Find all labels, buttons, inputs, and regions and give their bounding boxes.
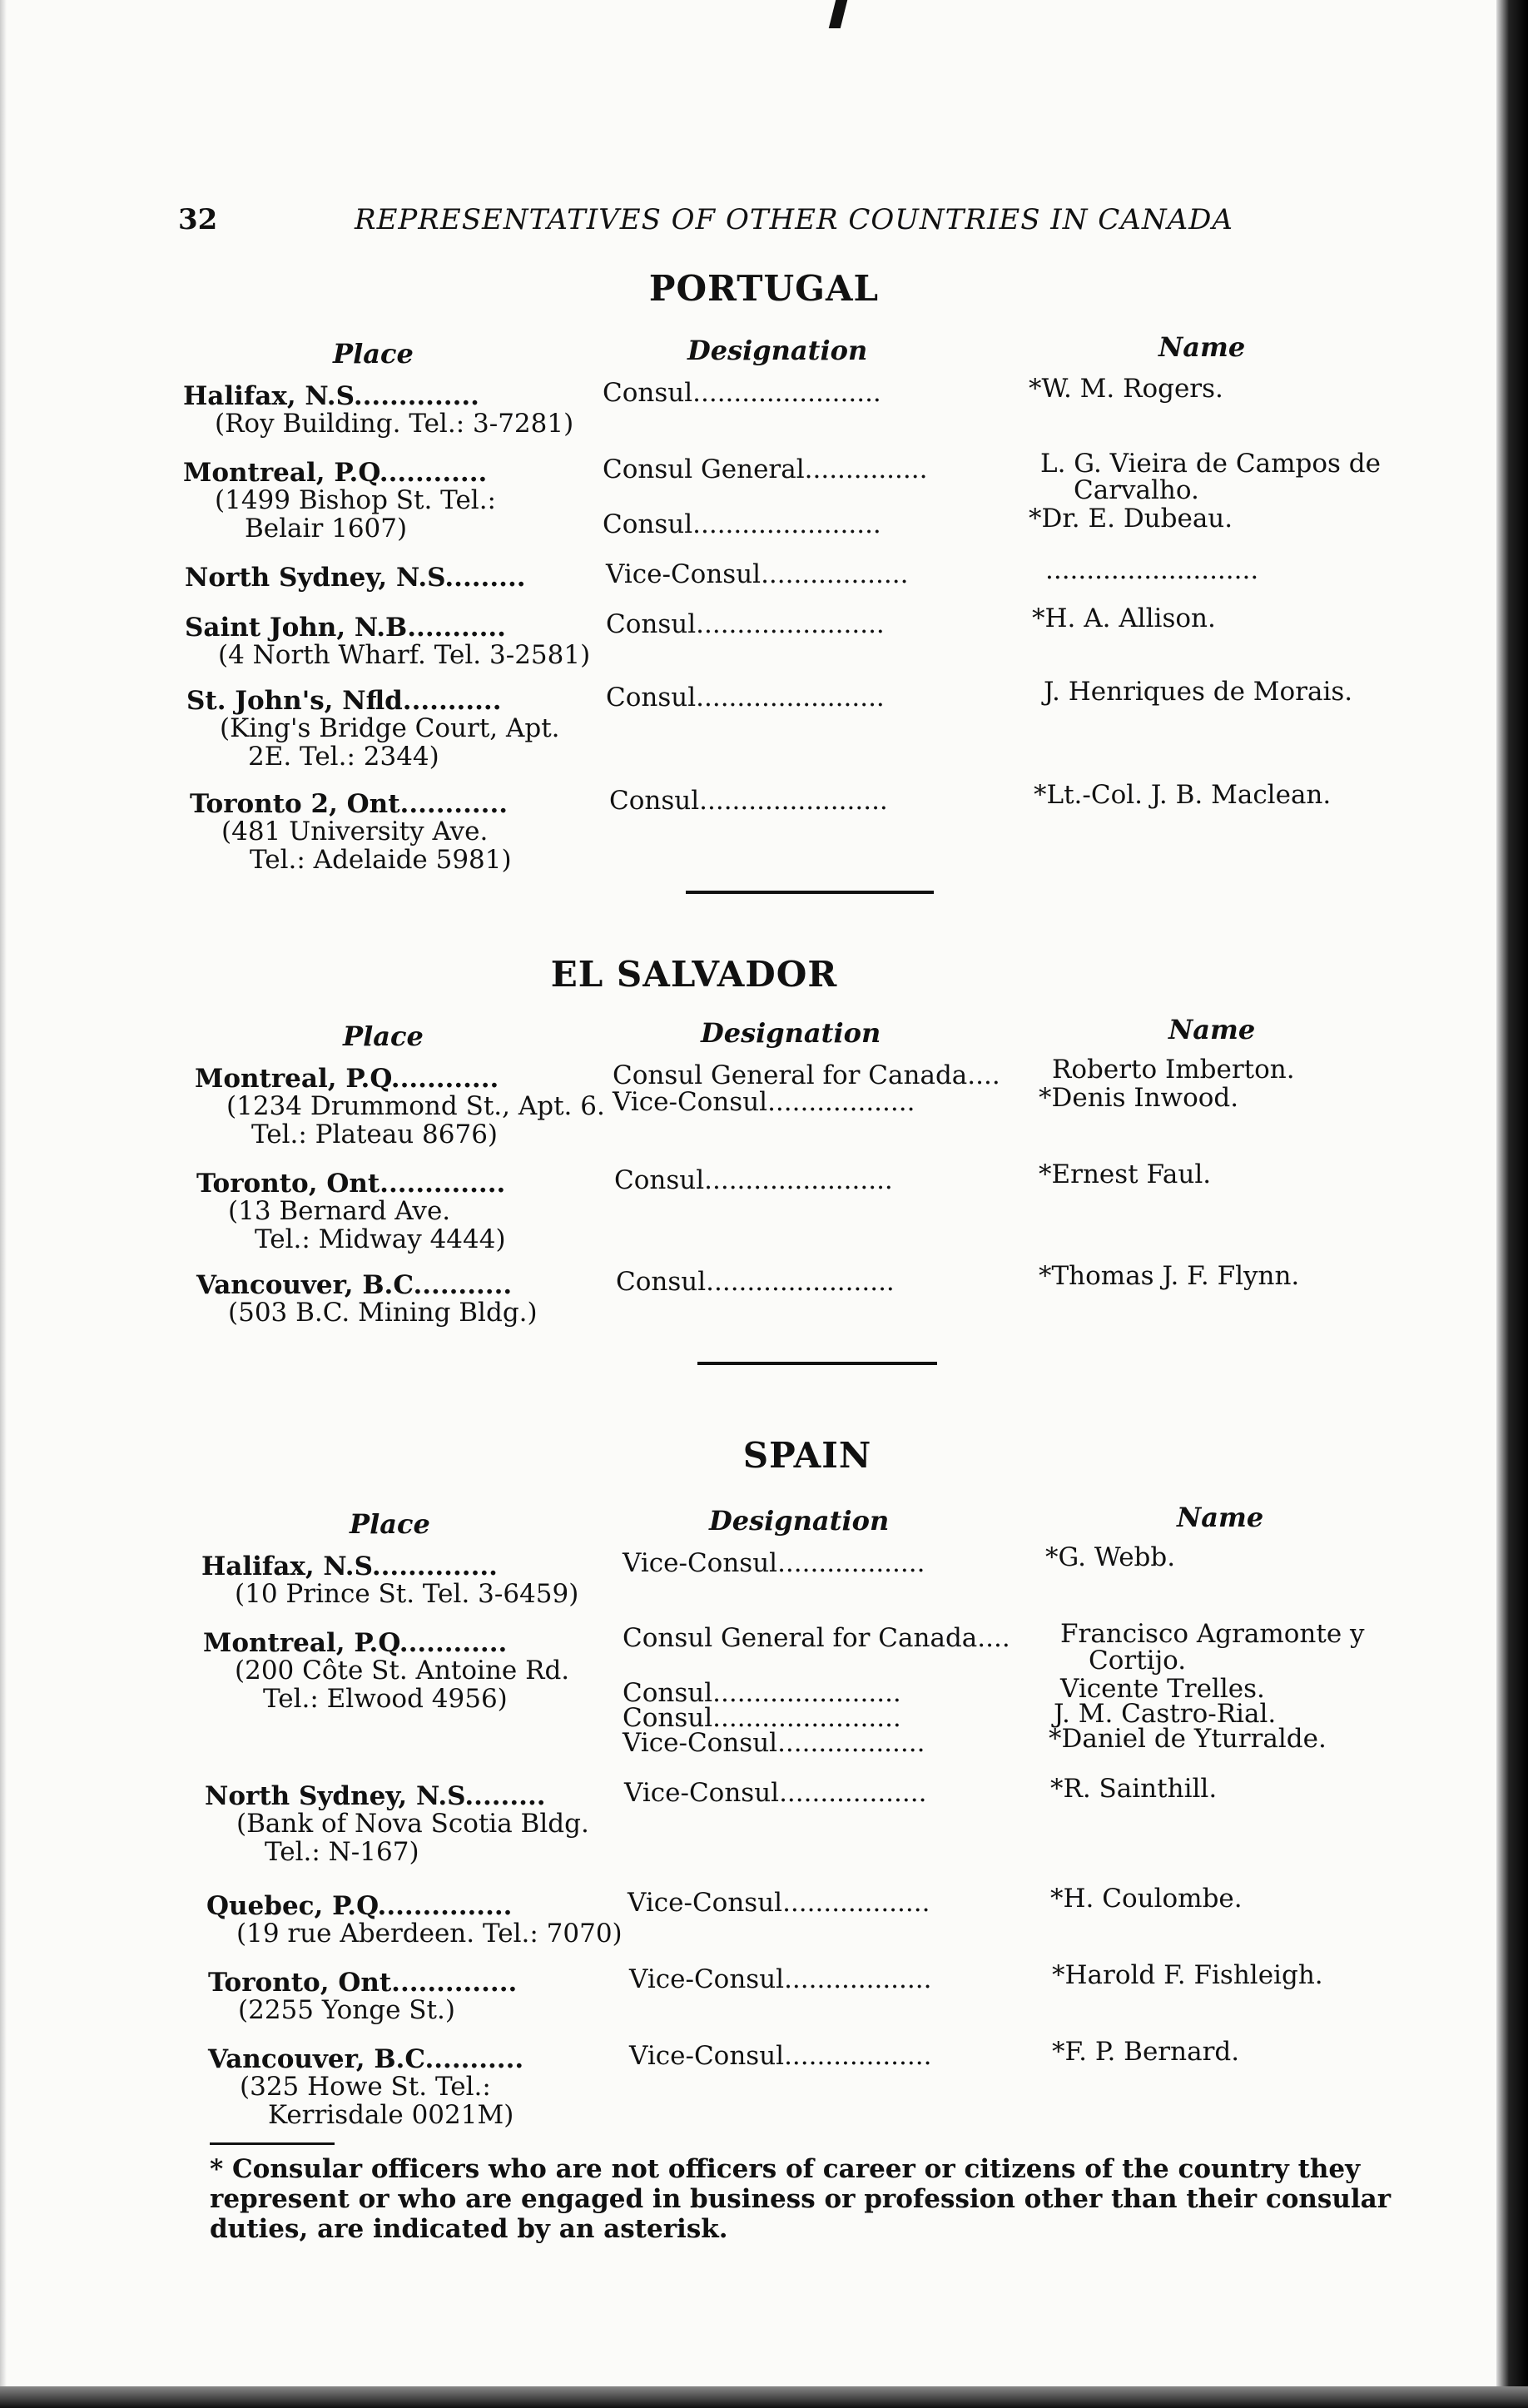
entry-address: (Roy Building. Tel.: 3-7281) — [215, 409, 574, 439]
scan-edge-bottom — [0, 2386, 1528, 2408]
entry-address: (481 University Ave. — [221, 817, 489, 847]
entry-place: Quebec, P.Q............... — [206, 1891, 513, 1921]
entry-place: Montreal, P.Q............ — [195, 1064, 499, 1094]
entry-designation: Vice-Consul.................. — [623, 1728, 925, 1758]
column-head-place: Place — [343, 1020, 424, 1052]
entry-name: Cortijo. — [1089, 1646, 1187, 1676]
page-number: 32 — [178, 203, 218, 236]
running-head — [0, 203, 1528, 253]
column-head-name: Name — [1158, 331, 1246, 363]
entry-name: *Lt.-Col. J. B. Maclean. — [1034, 780, 1332, 810]
entry-name: *F. P. Bernard. — [1052, 2037, 1240, 2067]
entry-designation: Consul....................... — [606, 683, 885, 712]
entry-designation: Consul....................... — [603, 378, 881, 408]
entry-name: L. G. Vieira de Campos de — [1040, 449, 1381, 479]
footnote: * Consular officers who are not officers of career or citizens of the country they represent or who are engaged in business or profession other than their consular duties, are indicated by an asterisk. — [210, 2154, 1392, 2244]
entry-designation: Vice-Consul.................. — [629, 2041, 932, 2071]
entry-place: Toronto, Ont.............. — [208, 1968, 518, 1998]
entry-place: Montreal, P.Q............ — [203, 1628, 508, 1658]
entry-address: (4 North Wharf. Tel. 3-2581) — [218, 640, 591, 670]
entry-address: (200 Côte St. Antoine Rd. — [235, 1656, 570, 1686]
entry-name: *H. Coulombe. — [1050, 1884, 1243, 1914]
column-head-designation: Designation — [709, 1505, 890, 1537]
entry-designation: Consul....................... — [603, 509, 881, 539]
entry-designation: Vice-Consul.................. — [606, 559, 909, 589]
section-divider — [697, 1362, 937, 1365]
entry-designation: Vice-Consul.................. — [624, 1778, 927, 1808]
entry-designation: Consul....................... — [614, 1165, 893, 1195]
entry-name: *W. M. Rogers. — [1029, 374, 1223, 404]
entry-designation: Vice-Consul.................. — [629, 1964, 932, 1994]
entry-address: Tel.: N-167) — [265, 1837, 419, 1867]
section-title-portugal: PORTUGAL — [648, 268, 880, 309]
entry-address: (19 rue Aberdeen. Tel.: 7070) — [236, 1919, 623, 1949]
entry-address: (King's Bridge Court, Apt. — [220, 713, 560, 743]
column-head-designation: Designation — [701, 1017, 881, 1049]
entry-address: (2255 Yonge St.) — [238, 1995, 455, 2025]
entry-name: Carvalho. — [1074, 475, 1199, 505]
entry-place: North Sydney, N.S......... — [205, 1781, 546, 1811]
entry-place: North Sydney, N.S......... — [185, 563, 526, 593]
entry-designation: Consul....................... — [609, 786, 888, 816]
entry-designation: Consul....................... — [623, 1703, 901, 1733]
column-head-name: Name — [1168, 1014, 1256, 1045]
entry-address: (1234 Drummond St., Apt. 6. — [226, 1091, 605, 1121]
column-head-place: Place — [333, 338, 414, 370]
entry-designation: Consul....................... — [606, 609, 885, 639]
entry-place: St. John's, Nfld........... — [186, 686, 502, 716]
entry-designation: Consul General for Canada.... — [623, 1623, 1010, 1653]
entry-address: (325 Howe St. Tel.: — [240, 2072, 491, 2102]
column-head-designation: Designation — [687, 335, 868, 366]
entry-address: (503 B.C. Mining Bldg.) — [228, 1298, 538, 1328]
entry-name: Roberto Imberton. — [1052, 1055, 1295, 1085]
entry-place: Vancouver, B.C........... — [208, 2044, 524, 2074]
entry-address: 2E. Tel.: 2344) — [248, 742, 439, 772]
entry-address: Tel.: Plateau 8676) — [251, 1120, 499, 1149]
entry-place: Montreal, P.Q............ — [183, 458, 488, 488]
column-head-name: Name — [1177, 1502, 1264, 1533]
entry-designation: Vice-Consul.................. — [628, 1888, 930, 1918]
entry-place: Saint John, N.B........... — [185, 613, 506, 643]
entry-designation: Consul General for Canada.... — [613, 1060, 1000, 1090]
entry-address: Tel.: Elwood 4956) — [263, 1684, 508, 1714]
entry-name: J. M. Castro-Rial. — [1054, 1699, 1277, 1729]
entry-name: *Dr. E. Dubeau. — [1029, 504, 1233, 534]
entry-name: *Denis Inwood. — [1039, 1083, 1239, 1113]
entry-name: *H. A. Allison. — [1032, 603, 1216, 633]
entry-address: Kerrisdale 0021M) — [268, 2100, 514, 2130]
entry-designation: Consul General............... — [603, 454, 928, 484]
entry-address: Tel.: Midway 4444) — [255, 1224, 506, 1254]
entry-designation: Consul....................... — [623, 1678, 901, 1708]
entry-place: Halifax, N.S.............. — [183, 381, 479, 411]
entry-name: J. Henriques de Morais. — [1044, 677, 1353, 707]
entry-name: *Ernest Faul. — [1039, 1159, 1212, 1189]
entry-name: *Harold F. Fishleigh. — [1052, 1960, 1323, 1990]
entry-address: (1499 Bishop St. Tel.: — [215, 485, 497, 515]
entry-name: *R. Sainthill. — [1050, 1774, 1218, 1804]
entry-designation: Consul....................... — [616, 1267, 895, 1297]
entry-address: Belair 1607) — [245, 514, 408, 544]
entry-name: *Thomas J. F. Flynn. — [1039, 1261, 1300, 1291]
section-divider — [686, 891, 934, 894]
scan-edge-left — [0, 0, 7, 2408]
entry-name: Vicente Trelles. — [1060, 1674, 1265, 1704]
entry-address: (13 Bernard Ave. — [228, 1196, 451, 1226]
entry-name: *Daniel de Yturralde. — [1049, 1724, 1327, 1754]
section-title-spain: SPAIN — [742, 1435, 872, 1476]
section-title-el-salvador: EL SALVADOR — [550, 954, 838, 995]
entry-address: (10 Prince St. Tel. 3-6459) — [235, 1579, 579, 1609]
entry-name: Francisco Agramonte y — [1060, 1619, 1365, 1649]
scan-edge-right — [1496, 0, 1528, 2408]
entry-name: *G. Webb. — [1045, 1542, 1176, 1572]
entry-place: Toronto 2, Ont............ — [190, 789, 509, 819]
entry-place: Vancouver, B.C........... — [196, 1270, 513, 1300]
entry-place: Halifax, N.S.............. — [201, 1552, 498, 1581]
entry-designation: Vice-Consul.................. — [613, 1087, 915, 1117]
entry-address: (Bank of Nova Scotia Bldg. — [236, 1809, 589, 1839]
entry-place: Toronto, Ont.............. — [196, 1169, 506, 1199]
running-title: REPRESENTATIVES OF OTHER COUNTRIES IN CANADA — [355, 203, 1233, 236]
scan-mark-top — [829, 0, 847, 28]
entry-name: .......................... — [1045, 555, 1259, 585]
entry-address: Tel.: Adelaide 5981) — [250, 845, 512, 875]
entry-designation: Vice-Consul.................. — [623, 1548, 925, 1578]
footnote-rule — [210, 2142, 335, 2145]
column-head-place: Place — [350, 1508, 430, 1540]
